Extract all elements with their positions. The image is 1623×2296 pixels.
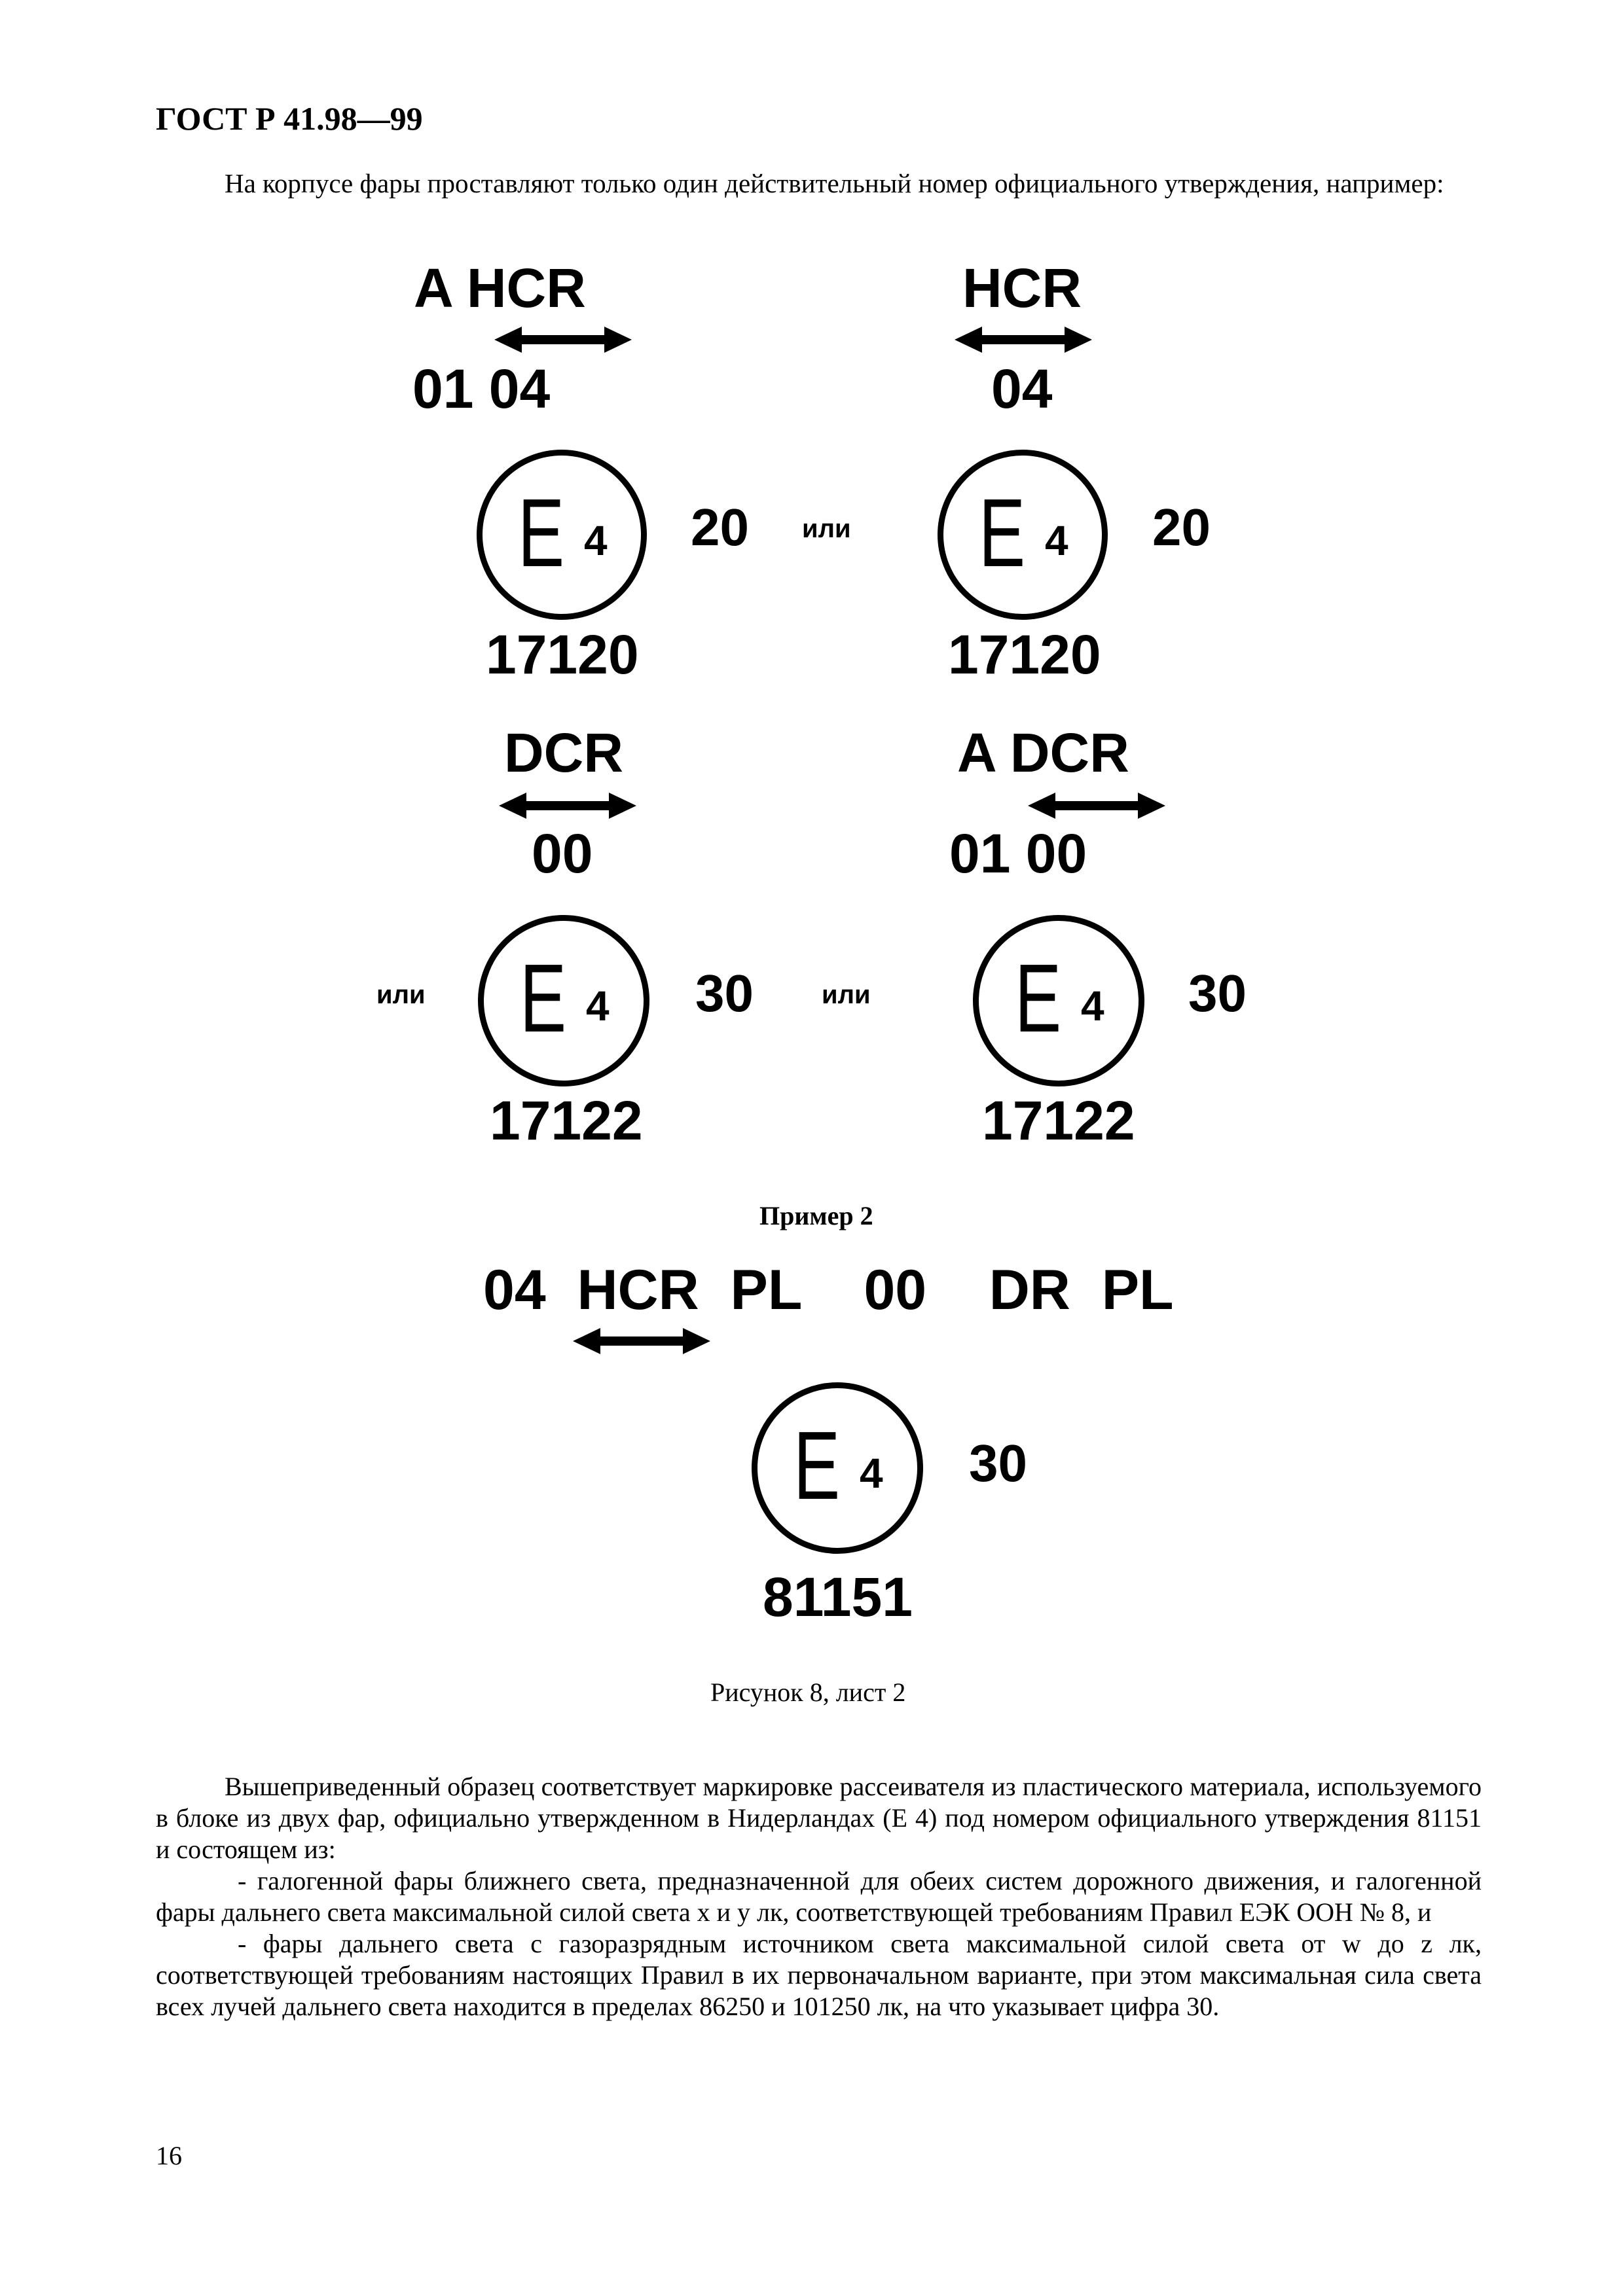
class-number: 30 bbox=[969, 1434, 1027, 1492]
double-arrow-icon bbox=[494, 325, 632, 355]
document-code: ГОСТ Р 41.98—99 bbox=[156, 100, 423, 137]
intro-text: На корпусе фары проставляют только один действительный номер официального утверждения, например: bbox=[225, 168, 1444, 198]
approval-circle bbox=[973, 915, 1144, 1086]
mark-3-line1: DCR bbox=[504, 722, 623, 783]
mark-4-line2: 01 00 bbox=[949, 823, 1087, 884]
page-number: 16 bbox=[156, 2141, 182, 2170]
class-number: 20 bbox=[691, 498, 749, 556]
figure-caption: Рисунок 8, лист 2 bbox=[710, 1677, 906, 1707]
approval-number: 17120 bbox=[948, 624, 1101, 685]
mark-2-line1: HCR bbox=[962, 257, 1082, 319]
circle-letter: E bbox=[1015, 944, 1062, 1052]
approval-circle bbox=[478, 915, 649, 1086]
or-word: или bbox=[822, 980, 871, 1009]
class-number: 20 bbox=[1152, 498, 1211, 556]
mark-2-line2: 04 bbox=[991, 358, 1053, 420]
paragraph-1 bbox=[156, 1771, 1482, 1865]
double-arrow-icon bbox=[1028, 791, 1165, 821]
example-label: Пример 2 bbox=[759, 1201, 873, 1230]
double-arrow-icon bbox=[573, 1326, 710, 1356]
class-number: 30 bbox=[695, 964, 754, 1022]
paragraph-text: - галогенной фары ближнего света, предназначенной для обеих систем дорожного движения, и галогенной фары дальнего света максимальной силой света x и y лк, соответствующей требованиям Правил ЕЭК ООН № 8, и bbox=[156, 1866, 1482, 1927]
approval-number: 81151 bbox=[763, 1566, 913, 1628]
approval-number: 17120 bbox=[486, 624, 639, 685]
circle-number: 4 bbox=[1081, 982, 1104, 1030]
mark-1-line2: 01 04 bbox=[412, 358, 551, 420]
double-arrow-icon bbox=[955, 325, 1092, 355]
circle-letter: E bbox=[518, 479, 565, 587]
paragraph-text: - фары дальнего света с газоразрядным источником света максимальной силой света от w до z лк, соответствующей требованиям настоящих Правил в их первоначальном варианте, при этом максимальная сила света всех лучей дальнего света находится в пределах 86250 и 101250 лк, на что указывает цифра 30. bbox=[156, 1929, 1482, 2021]
or-word: или bbox=[376, 980, 426, 1009]
approval-number: 17122 bbox=[982, 1090, 1135, 1151]
approval-circle bbox=[938, 450, 1108, 620]
circle-letter: E bbox=[979, 479, 1026, 587]
approval-number: 17122 bbox=[490, 1090, 643, 1151]
approval-circle bbox=[752, 1382, 923, 1554]
circle-number: 4 bbox=[584, 517, 608, 564]
double-arrow-icon bbox=[499, 791, 636, 821]
mark-1-line1: A HCR bbox=[414, 257, 586, 319]
circle-letter: E bbox=[520, 944, 567, 1052]
approval-circle bbox=[477, 450, 647, 620]
circle-number: 4 bbox=[1045, 517, 1068, 564]
mark-4-line1: A DCR bbox=[957, 722, 1129, 783]
or-word: или bbox=[802, 514, 851, 543]
mark-3-line2: 00 bbox=[532, 823, 593, 884]
circle-letter: E bbox=[793, 1412, 841, 1520]
paragraph-3 bbox=[156, 1928, 1482, 2022]
circle-number: 4 bbox=[586, 982, 610, 1030]
paragraph-2 bbox=[156, 1865, 1482, 1928]
circle-number: 4 bbox=[860, 1450, 883, 1497]
example2-marking-line: 04 HCR PL 00 DR PL bbox=[483, 1259, 1174, 1321]
class-number: 30 bbox=[1188, 964, 1247, 1022]
paragraph-text: Вышеприведенный образец соответствует маркировке рассеивателя из пластического материала, используемого в блоке из двух фар, официально утвержденном в Нидерландах (Е 4) под номером официального утверждения 81151 и состоящем из: bbox=[156, 1772, 1482, 1864]
